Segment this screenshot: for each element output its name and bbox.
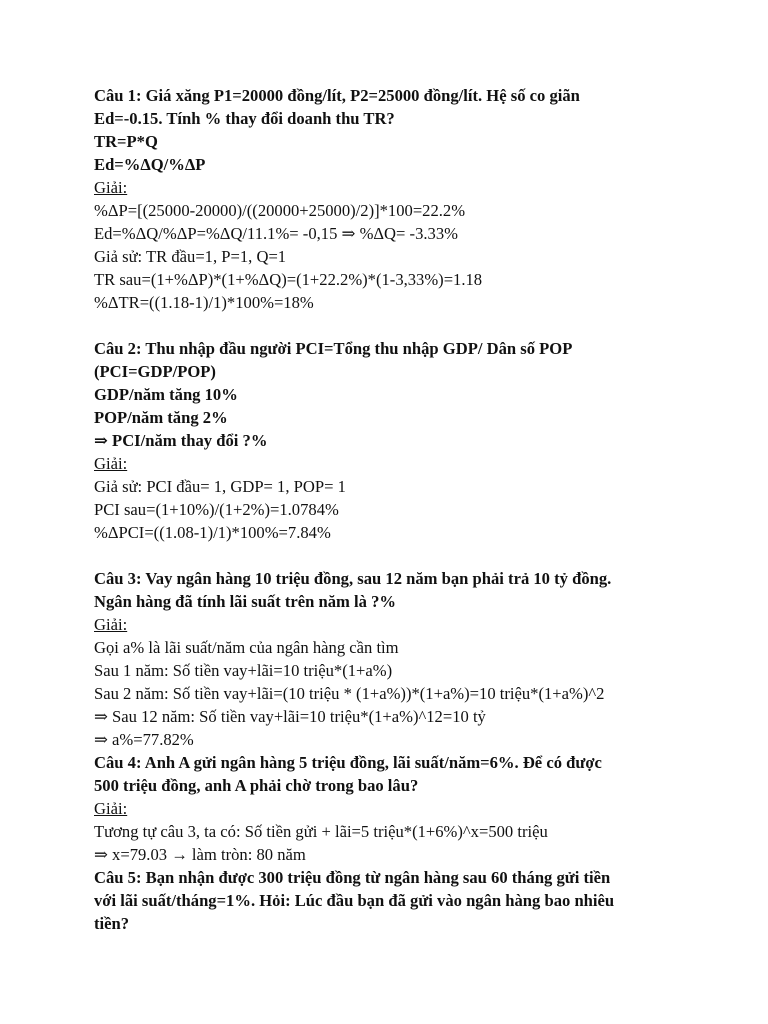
question-1-title-line-1: Câu 1: Giá xăng P1=20000 đồng/lít, P2=25000 đồng/lít. Hệ số co giãn: [94, 86, 580, 105]
question-2: [94, 337, 688, 544]
question-1-solution-line: Ed=%ΔQ/%ΔP=%ΔQ/11.1%= -0,15 ⇒ %ΔQ= -3.33%: [94, 224, 458, 243]
question-4-title-line-1: Câu 4: Anh A gửi ngân hàng 5 triệu đồng, lãi suất/năm=6%. Để có được: [94, 753, 602, 772]
question-5-title-line-3: tiền?: [94, 914, 130, 933]
question-3-title-line-1: Câu 3: Vay ngân hàng 10 triệu đồng, sau 12 năm bạn phải trả 10 tỷ đồng.: [94, 569, 612, 588]
question-2-solution-line: Giả sử: PCI đầu= 1, GDP= 1, POP= 1: [94, 477, 346, 496]
question-2-solution-line: PCI sau=(1+10%)/(1+2%)=1.0784%: [94, 500, 339, 519]
question-2-solution-line: %ΔPCI=((1.08-1)/1)*100%=7.84%: [94, 523, 331, 542]
question-2-title-line-2: (PCI=GDP/POP): [94, 362, 216, 381]
question-3-solution-line: Sau 2 năm: Số tiền vay+lãi=(10 triệu * (1+a%))*(1+a%)=10 triệu*(1+a%)^2: [94, 684, 605, 703]
question-3-solution-label: Giải:: [94, 615, 128, 634]
question-3-title-line-2: Ngân hàng đã tính lãi suất trên năm là ?%: [94, 592, 396, 611]
question-2-solution-label: Giải:: [94, 454, 128, 473]
question-4-title-line-2: 500 triệu đồng, anh A phải chờ trong bao lâu?: [94, 776, 419, 795]
question-2-question: ⇒ PCI/năm thay đổi ?%: [94, 431, 268, 450]
paragraph-spacer: [94, 314, 688, 337]
question-5: [94, 866, 688, 935]
question-2-pop-growth: POP/năm tăng 2%: [94, 408, 228, 427]
question-1-title-line-2: Ed=-0.15. Tính % thay đổi doanh thu TR?: [94, 109, 395, 128]
question-1-solution-line: Giả sử: TR đầu=1, P=1, Q=1: [94, 247, 287, 266]
question-3-solution-line: ⇒ Sau 12 năm: Số tiền vay+lãi=10 triệu*(1+a%)^12=10 tỷ: [94, 707, 486, 726]
question-2-title-line-1: Câu 2: Thu nhập đầu người PCI=Tổng thu nhập GDP/ Dân số POP: [94, 339, 573, 358]
question-3-solution-line: ⇒ a%=77.82%: [94, 730, 194, 749]
question-1: [94, 84, 688, 314]
question-4-solution-line: Tương tự câu 3, ta có: Số tiền gửi + lãi=5 triệu*(1+6%)^x=500 triệu: [94, 822, 548, 841]
question-4-solution-label: Giải:: [94, 799, 128, 818]
question-1-solution-line: TR sau=(1+%ΔP)*(1+%ΔQ)=(1+22.2%)*(1-3,33%)=1.18: [94, 270, 483, 289]
question-1-formula-tr: TR=P*Q: [94, 132, 158, 151]
question-5-title-line-1: Câu 5: Bạn nhận được 300 triệu đồng từ ngân hàng sau 60 tháng gửi tiền: [94, 868, 611, 887]
question-1-solution-line: %ΔTR=((1.18-1)/1)*100%=18%: [94, 293, 314, 312]
question-4: [94, 751, 688, 866]
question-4-solution-line: ⇒ x=79.03 → làm tròn: 80 năm: [94, 845, 306, 864]
question-2-gdp-growth: GDP/năm tăng 10%: [94, 385, 238, 404]
question-3-solution-line: Gọi a% là lãi suất/năm của ngân hàng cần tìm: [94, 638, 399, 657]
question-5-title-line-2: với lãi suất/tháng=1%. Hỏi: Lúc đầu bạn đã gửi vào ngân hàng bao nhiêu: [94, 891, 615, 910]
question-1-solution-line: %ΔP=[(25000-20000)/((20000+25000)/2)]*100=22.2%: [94, 201, 466, 220]
question-3-solution-line: Sau 1 năm: Số tiền vay+lãi=10 triệu*(1+a%): [94, 661, 393, 680]
question-1-formula-ed: Ed=%ΔQ/%ΔP: [94, 155, 206, 174]
question-1-solution-label: Giải:: [94, 178, 128, 197]
paragraph-spacer: [94, 544, 688, 567]
question-3: [94, 567, 688, 751]
